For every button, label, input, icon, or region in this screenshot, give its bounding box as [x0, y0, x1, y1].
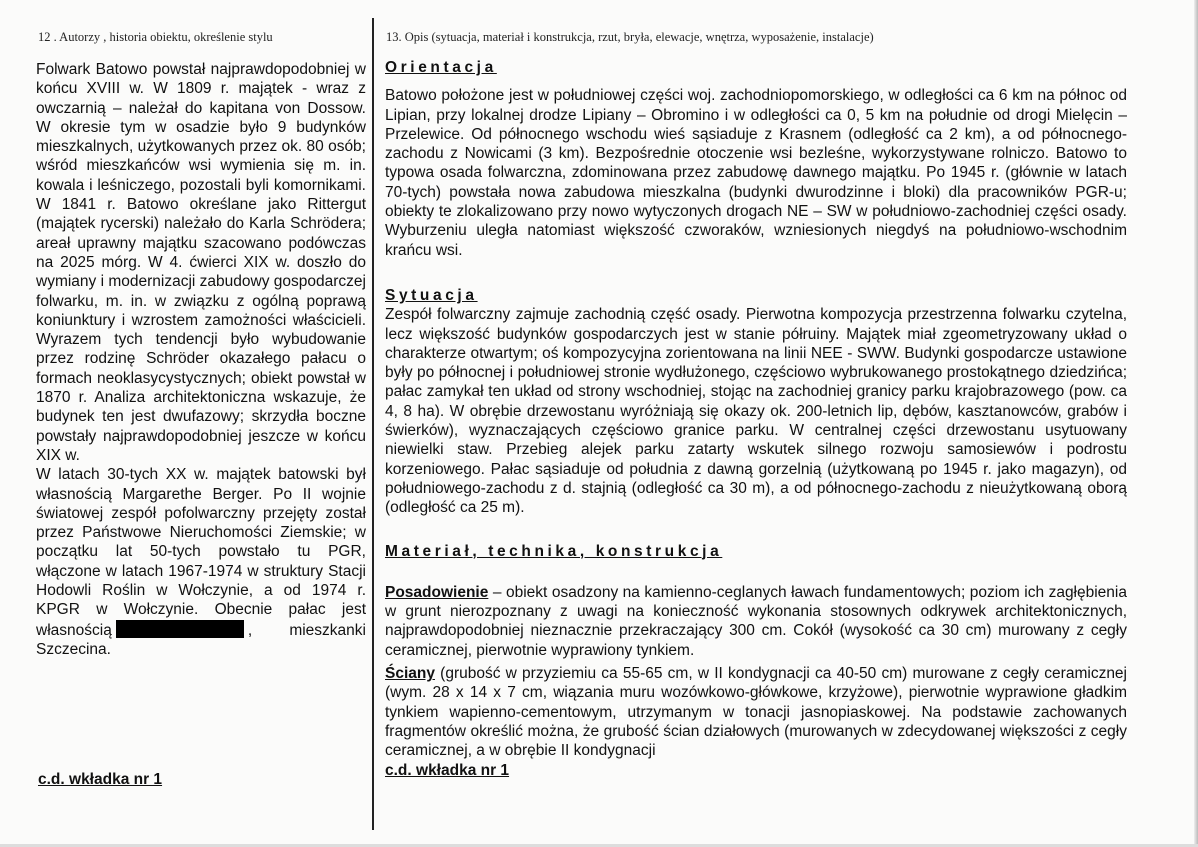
sytuacja-text: Zespół folwarczny zajmuje zachodnią część osady. Pierwotna kompozycja przestrzenna folwarku czytelna, lecz większość budynków gospodarczych jest w stanie półruiny. Majątek miał zgeometryzowany układ o charakterze otwartym; oś kompozycyjna zorientowana na linii NEE - SWW. Budynki gospodarcze ustawione były po północnej i południowej stronie wydłużonego, częściowo wybrukowanego prostokątnego dziedzińca; pałac zamykał ten układ od strony wschodniej, stojąc na zachodniej granicy parku krajobrazowego (pow. ca 4, 8 ha). W obrębie drzewostanu wyróżniają się okazy ok. 200-letnich lip, dębów, kasztanowców, grabów i świerków), wyznaczających częściowo granice parku. W centralnej części drzewostanu usytuowany niewielki staw. Przebieg alejek parku zatarty wskutek silnego rozwoju samosiewów i podrostu korzeniowego. Pałac sąsiaduje od południa z dawną gorzelnią (użytkowaną po 1945 r. jako magazyn), od południowego-zachodu z d. stajnią (odległość ca 30 m), a od północnego-zachodu z nieużytkowaną oborą (odległość ca 25 m).: [385, 306, 1127, 517]
scan-edge-shadow: [1194, 0, 1198, 847]
section-heading-sytuacja: Sytuacja: [385, 286, 478, 304]
orientacja-text: Batowo położone jest w południowej części woj. zachodniopomorskiego, w odległości ca 6 km na północ od Lipian, przy lokalnej drodze Lipiany – Obromino i w odległości ca 0, 5 km na południe od drogi Mielęcin – Przelewice. Od północnego wschodu wieś sąsiaduje z Krasnem (odległość ca 2 km), a od północnego-zachodu z Nowicami (3 km). Bezpośrednie otoczenie wsi bezleśne, wykorzystywane rolniczo. Batowo to typowa osada folwarczna, zdominowana przez zabudowę dawnego majątku. Po 1945 r. (głównie w latach 70-tych) powstała nowa zabudowa mieszkalna (budynki dwurodzinne i bloki) dla pracowników PGR-u; obiekty te zlokalizowano przy nowo wytyczonych drogach NE – SW w południowo-zachodniej części osady. Wyburzeniu uległa natomiast większość czworaków, wzniesionych niegdyś na południowo-wschodnim krańcu wsi.: [385, 87, 1127, 259]
history-paragraph-1: Folwark Batowo powstał najprawdopodobniej w końcu XVIII w. W 1809 r. majątek - wraz z owczarnią – należał do kapitana von Dossow. W okresie tym w osadzie było 9 budynków mieszkalnych, użytkowanych przez ok. 80 osób; wśród mieszkańców wsi wymienia się m. in. kowala i leśniczego, pozostali byli komornikami. W 1841 r. Batowo określane jako Rittergut (majątek rycerski) należało do Karla Schrödera; areał uprawny majątku szacowano podówczas na 2025 mórg. W 4. ćwierci XIX w. doszło do wymiany i modernizacji zabudowy gospodarczej folwarku, m. in. w związku z ogólną poprawą koniunktury i wzrostem zamożności właścicieli. Wyrazem tych tendencji było wybudowanie przez rodzinę Schröder okazałego pałacu o formach neoklasycystycznych; obiekt powstał w 1870 r. Analiza architektoniczna wskazuje, że budynek ten jest dwufazowy; skrzydła boczne powstały najprawdopodobniej jeszcze w końcu XIX w.: [36, 61, 366, 464]
section-heading-orientacja: Orientacja: [385, 59, 497, 76]
sciany-text: (grubość w przyziemiu ca 55-65 cm, w II kondygnacji ca 40-50 cm) murowane z cegły ceramicznej (wym. 28 x 14 x 7 cm, wiązania muru wozówkowo-główkowe, krzyżowe), pierwotnie wyprawione gładkim tynkiem wapienno-cementowym, utrzymanym w tonacji jasnopiaskowej. Na podstawie zachowanych fragmentów określić można, że grubość ścian działowych (murowanych w zdecydowanej większości z cegły ceramicznej, a w obrębie II kondygnacji: [385, 665, 1127, 760]
left-continuation-note: c.d. wkładka nr 1: [38, 771, 163, 788]
sciany-paragraph: [385, 664, 1127, 760]
column-divider: [372, 18, 374, 830]
redaction-block: [116, 620, 244, 638]
history-column: [36, 60, 366, 659]
history-paragraph-2-start: W latach 30-tych XX w. majątek batowski był własnością Margarethe Berger. Po II wojnie światowej zespół pofolwarczny przejęty został przez Państwowe Nieruchomości Ziemskie; w początku lat 50-tych powstało tu PGR, włączone w latach 1967-1974 w struktury Stacji Hodowli Roślin w Wołczynie, a od 1974 r. KPGR w Wołczynie. Obecnie pałac jest własnością: [36, 466, 366, 639]
history-paragraph-2: [36, 465, 366, 659]
posadowienie-label: Posadowienie: [385, 583, 489, 601]
sciany-label: Ściany: [385, 665, 435, 683]
right-column-header: 13. Opis (sytuacja, materiał i konstrukcja, rzut, bryła, elewacje, wnętrza, wyposażenie, instalacje): [386, 30, 874, 44]
posadowienie-text: – obiekt osadzony na kamienno-ceglanych ławach fundamentowych; poziom ich zagłębienia w grunt nierozpoznany z uwagi na konieczność wykonania stosownych odkrywek architektonicznych, najprawdopodobniej nieznacznie przekraczający 300 cm. Cokół (wysokość ca 30 cm) murowany z cegły ceramicznej, pierwotnie wyprawiony tynkiem.: [385, 583, 1127, 659]
description-column: [385, 58, 1127, 780]
left-column-header: 12 . Autorzy , historia obiektu, określenie stylu: [38, 30, 273, 44]
right-continuation-note: c.d. wkładka nr 1: [385, 761, 510, 779]
posadowienie-paragraph: [385, 583, 1127, 660]
section-heading-material: Materiał, technika, konstrukcja: [385, 542, 723, 560]
history-paragraph-2-end: , mieszkanki Szczecina.: [36, 621, 366, 658]
